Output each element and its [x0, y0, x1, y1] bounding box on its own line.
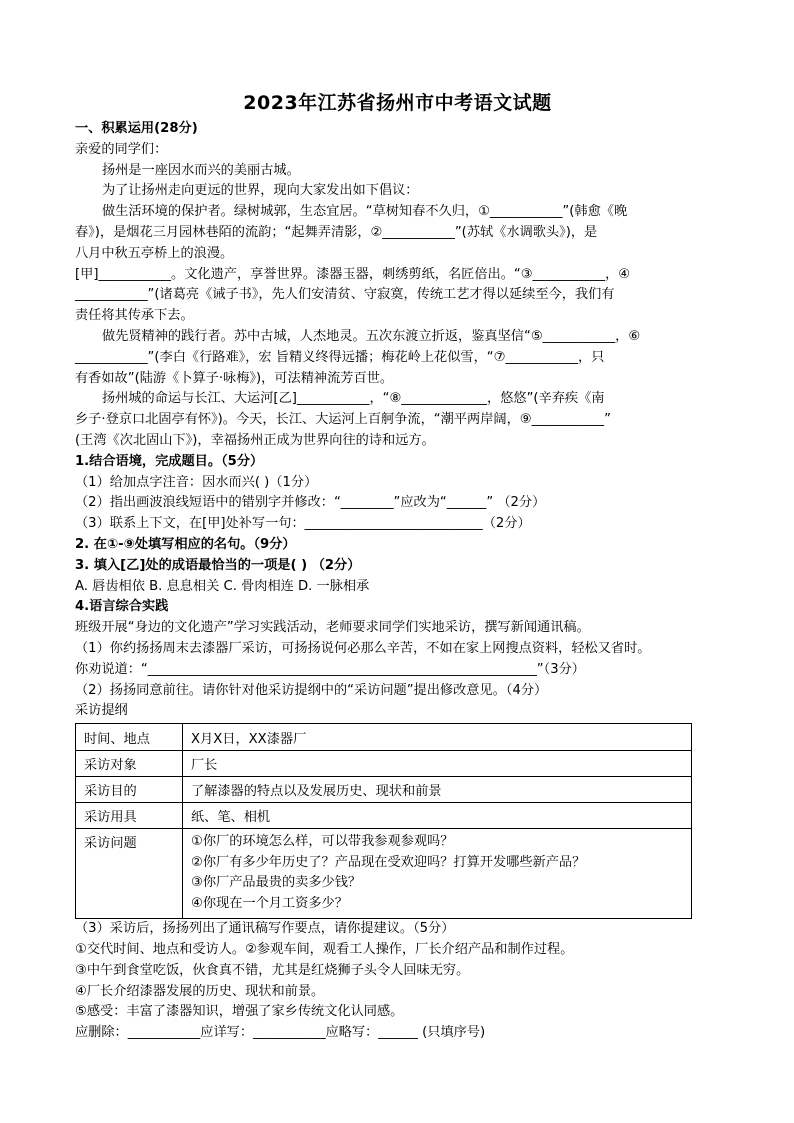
question-3-options: A. 唇齿相依 B. 息息相关 C. 骨肉相连 D. 一脉相承: [75, 578, 370, 594]
paragraph-line: 扬州是一座因水而兴的美丽古城。: [102, 162, 300, 178]
paragraph-line: 做生活环境的保护者。绿树城郭，生态宜居。“草树知春不久归，①___________”(韩愈《晚: [102, 204, 628, 220]
paragraph-line: 有香如故”(陆游《卜算子·咏梅》)，可法精神流芳百世。: [75, 370, 394, 386]
paragraph-line: ___________”(诸葛亮《诫子书》，先人们安清贫、守寂寞，传统工艺才得以延续至今，我们有: [75, 287, 615, 303]
table-row: [76, 777, 692, 803]
table-key: 采访问题: [76, 829, 183, 919]
question-1-sub2: （2）指出画波浪线短语中的错别字并修改：“________”应改为“______” （2分）: [75, 495, 546, 511]
paragraph-line: 八月中秋五亭桥上的浪漫。: [75, 245, 234, 261]
paragraph-line: ___________”(李白《行路难》，宏 旨精义终得远播；梅花岭上花似雪，“⑦___________，只: [75, 349, 605, 365]
exam-page: [75, 88, 720, 1044]
interview-question: ④你现在一个月工资多少？: [191, 895, 348, 911]
section-heading: 一、积累运用(28分): [75, 121, 198, 136]
paragraph-line: (王湾《次北固山下》)，幸福扬州正成为世界向往的诗和远方。: [75, 432, 435, 448]
table-key: 采访目的: [76, 777, 183, 803]
question-3-heading: 3. 填入[乙]处的成语最恰当的一项是( ) （2分）: [75, 557, 361, 573]
table-value: 厂长: [183, 751, 692, 777]
writing-point: ③中午到食堂吃饭，伙食真不错，尤其是红烧狮子头令人回味无穷。: [75, 962, 470, 978]
interview-question: ②你厂有多少年历史了？产品现在受欢迎吗？打算开发哪些新产品？: [191, 854, 586, 870]
writing-point: ①交代时间、地点和受访人。②参观车间，观看工人操作，厂长介绍产品和制作过程。: [75, 941, 574, 957]
answer-line: 应删除：___________应详写：___________应略写：______ (只填序号): [75, 1025, 486, 1041]
table-value: 纸、笔、相机: [183, 803, 692, 829]
writing-point: ⑤感受：丰富了漆器知识，增强了家乡传统文化认同感。: [75, 1004, 404, 1020]
paragraph-line: 春》)，是烟花三月园林巷陌的流韵；“起舞弄清影，②___________”(苏轼《水调歌头》)，是: [75, 224, 598, 240]
question-4-sub3-text: （3）采访后，扬扬列出了通讯稿写作要点，请你提建议。（5分）: [75, 921, 455, 937]
paragraph-line: 乡子·登京口北固亭有怀》)。今天，长江、大运河上百舸争流，“潮平两岸阔，⑨___________”: [75, 412, 611, 428]
table-key: 时间、地点: [76, 724, 183, 751]
table-value: X月X日，XX漆器厂: [183, 724, 692, 751]
table-row: [76, 724, 692, 751]
page-title: 2023年江苏省扬州市中考语文试题: [243, 92, 552, 114]
question-1-sub3: （3）联系上下文，在[甲]处补写一句：___________________________（2分）: [75, 516, 531, 532]
paragraph-line: 责任将其传承下去。: [75, 308, 194, 324]
outline-label: 采访提纲: [75, 703, 128, 719]
interview-question: ①你厂的环境怎么样，可以带我参观参观吗？: [191, 834, 454, 850]
interview-outline-table: [75, 723, 692, 919]
question-4-heading: 4.语言综合实践: [75, 599, 169, 615]
writing-point: ④厂长介绍漆器发展的历史、现状和前景。: [75, 983, 325, 999]
question-4-sub1: （1）你约扬扬周末去漆器厂采访，可扬扬说何必那么辛苦，不如在家上网搜点资料，轻松又省时。: [75, 640, 651, 656]
question-4-sub2: （2）扬扬同意前往。请你针对他采访提纲中的“采访问题”提出修改意见。（4分）: [75, 682, 548, 698]
question-1-sub1: （1）给加点字注音：因水而兴( )（1分）: [75, 474, 318, 490]
question-1-heading: 1.结合语境，完成题目。（5分）: [75, 453, 264, 469]
paragraph-line: [甲]___________。文化遗产，享誉世界。漆器玉器，刺绣剪纸，名匠倍出。“③___________，④: [75, 266, 631, 282]
paragraph-line: 扬州城的命运与长江、大运河[乙]___________，“⑧_____________，悠悠”(辛弃疾《南: [102, 391, 605, 407]
question-4-intro: 班级开展“身边的文化遗产”学习实践活动，老师要求同学们实地采访，撰写新闻通讯稿。: [75, 620, 590, 636]
interview-question: ③你厂产品最贵的卖多少钱？: [191, 875, 362, 891]
table-value: 了解漆器的特点以及发展历史、现状和前景: [183, 777, 692, 803]
question-4-sub3-heading: [75, 919, 720, 940]
question-2-heading: 2. 在①-⑨处填写相应的名句。（9分）: [75, 536, 296, 552]
paragraph-line: 为了让扬州走向更远的世界，现向大家发出如下倡议：: [102, 183, 419, 199]
table-questions-cell: [183, 829, 692, 919]
table-row: [76, 803, 692, 829]
paragraph-line: 做先贤精神的践行者。苏中古城，人杰地灵。五次东渡立折返，鉴真坚信“⑤___________，⑥: [102, 328, 641, 344]
table-row: [76, 829, 692, 919]
table-row: [76, 751, 692, 777]
paragraph-line: 亲爱的同学们：: [75, 141, 168, 157]
table-key: 采访对象: [76, 751, 183, 777]
question-4-sub1-answer: 你劝说道：“___________________________________________________________”（3分）: [75, 661, 585, 677]
table-key: 采访用具: [76, 803, 183, 829]
